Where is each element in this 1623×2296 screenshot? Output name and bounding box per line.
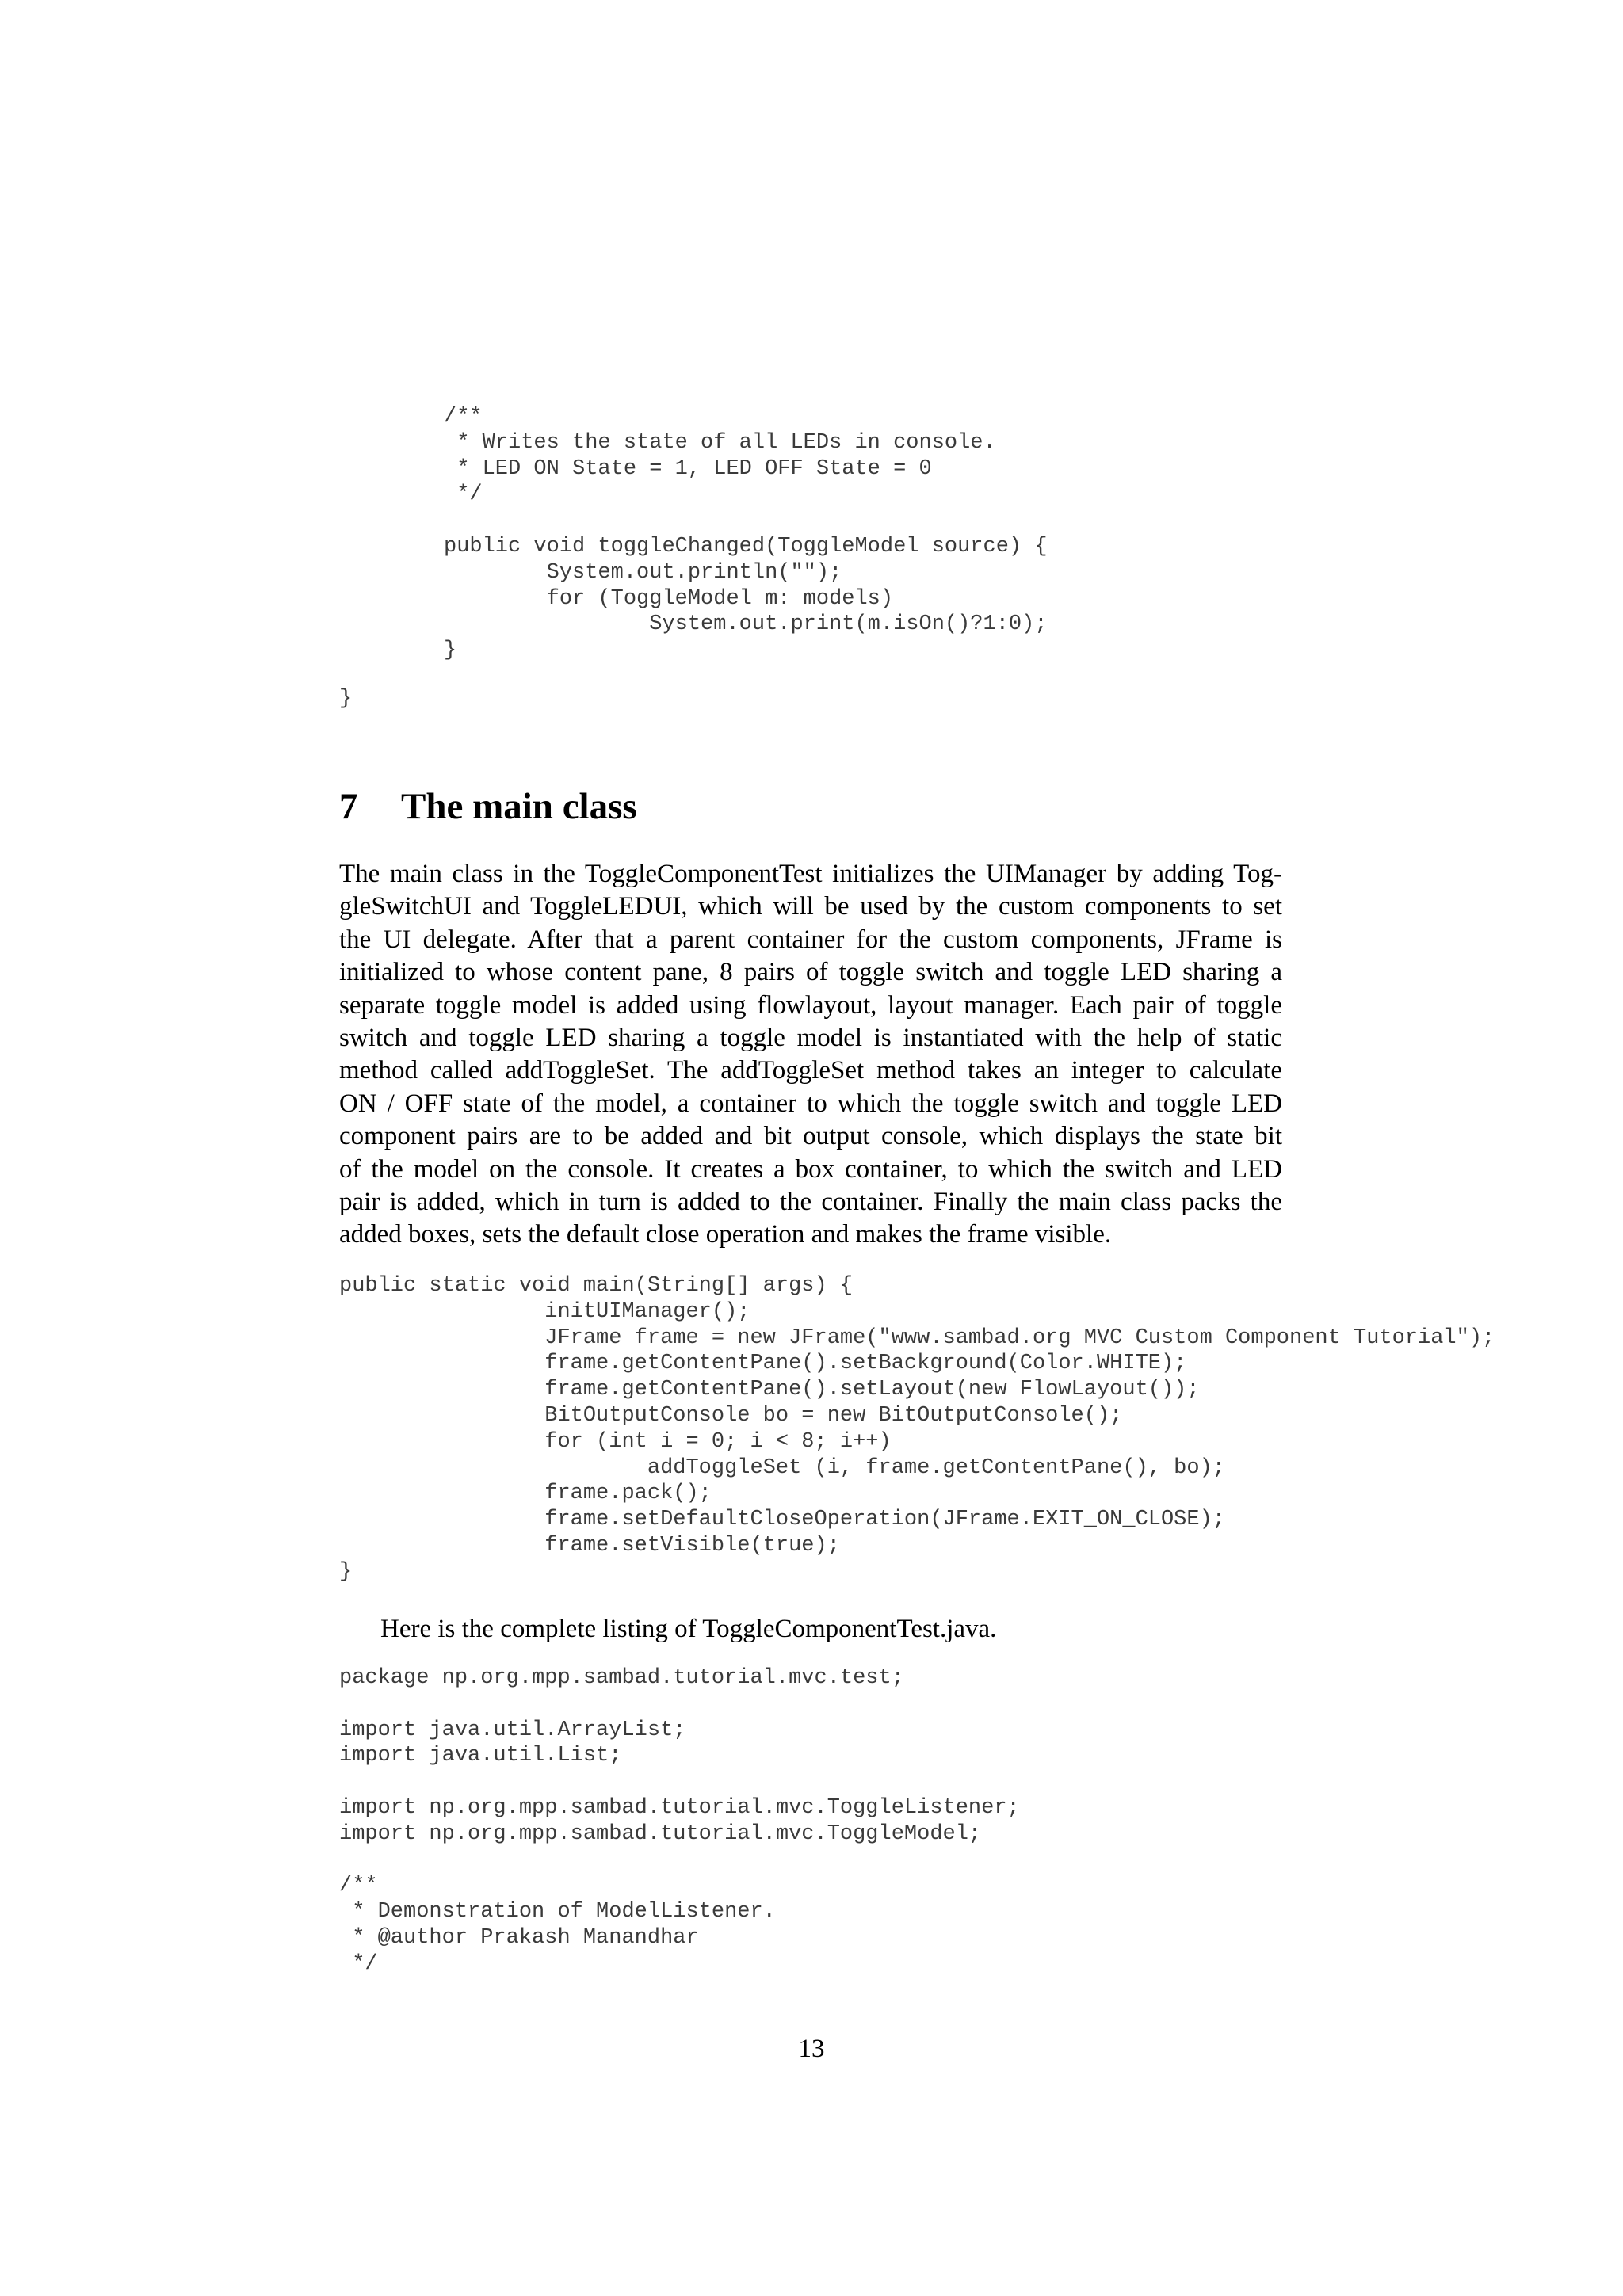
code-line: initUIManager(); xyxy=(339,1299,750,1324)
code-line: frame.getContentPane().setLayout(new FlowLayout()); xyxy=(339,1378,1200,1402)
section-number: 7 xyxy=(339,786,358,827)
paragraph-line: separate toggle model is added using flowlayout, layout manager. Each pair of toggle xyxy=(339,990,1282,1020)
paragraph-line: ON / OFF state of the model, a container to which the toggle switch and toggle LED xyxy=(339,1089,1282,1118)
code-line: import java.util.ArrayList; xyxy=(339,1718,686,1742)
code-closing-brace xyxy=(339,686,352,712)
paragraph-line: added boxes, sets the default close operation and makes the frame visible. xyxy=(339,1220,1112,1249)
paragraph-line: The main class in the ToggleComponentTest initializes the UIManager by adding Tog- xyxy=(339,860,1282,888)
code-line: import np.org.mpp.sambad.tutorial.mvc.ToggleListener; xyxy=(339,1795,1020,1820)
code-line: import java.util.List; xyxy=(339,1744,622,1768)
section-heading xyxy=(339,784,637,829)
code-line: for (ToggleModel m: models) xyxy=(444,586,894,611)
code-line: /** xyxy=(444,405,483,429)
code-line: addToggleSet (i, frame.getContentPane(), bo); xyxy=(339,1455,1225,1480)
code-line: BitOutputConsole bo = new BitOutputConsole(); xyxy=(339,1403,1123,1428)
paragraph-line: pair is added, which in turn is added to the container. Finally the main class packs the xyxy=(339,1188,1282,1217)
paragraph-line: the UI delegate. After that a parent container for the custom components, JFrame is xyxy=(339,925,1282,954)
code-line: public static void main(String[] args) { xyxy=(339,1274,854,1298)
code-line: public void toggleChanged(ToggleModel source) { xyxy=(444,534,1048,559)
code-line: JFrame frame = new JFrame("www.sambad.org MVC Custom Component Tutorial"); xyxy=(339,1325,1495,1350)
code-line xyxy=(339,1691,1020,1718)
code-block-listing xyxy=(339,1665,1020,1978)
code-line: frame.getContentPane().setBackground(Color.WHITE); xyxy=(339,1352,1187,1376)
code-line: * Writes the state of all LEDs in console. xyxy=(444,430,996,455)
code-line xyxy=(339,1848,1020,1874)
page-number: 13 xyxy=(798,2035,825,2063)
code-block-main-method xyxy=(339,1273,1495,1585)
code-line: * @author Prakash Manandhar xyxy=(339,1925,699,1950)
code-line: } xyxy=(339,687,353,711)
code-line: System.out.println(""); xyxy=(444,560,842,585)
code-line: * Demonstration of ModelListener. xyxy=(339,1900,776,1924)
code-line: package np.org.mpp.sambad.tutorial.mvc.test; xyxy=(339,1666,904,1690)
code-line: for (int i = 0; i < 8; i++) xyxy=(339,1429,892,1454)
code-line: /** xyxy=(339,1874,378,1898)
code-line: System.out.print(m.isOn()?1:0); xyxy=(444,612,1048,637)
code-line xyxy=(339,1769,1020,1795)
paragraph-line: of the model on the console. It creates a box container, to which the switch and LED xyxy=(339,1154,1282,1184)
paragraph-line: component pairs are to be added and bit output console, which displays the state bit xyxy=(339,1122,1282,1151)
code-line: * LED ON State = 1, LED OFF State = 0 xyxy=(444,456,932,481)
code-line: frame.setVisible(true); xyxy=(339,1533,840,1558)
code-line: frame.pack(); xyxy=(339,1482,712,1506)
paragraph-line: initialized to whose content pane, 8 pairs of toggle switch and toggle LED sharing a xyxy=(339,958,1282,987)
code-block-toggle-changed xyxy=(444,404,1048,664)
code-line: import np.org.mpp.sambad.tutorial.mvc.ToggleModel; xyxy=(339,1821,982,1846)
body-paragraph xyxy=(339,858,1282,1252)
paragraph-line: method called addToggleSet. The addToggleSet method takes an integer to calculate xyxy=(339,1056,1282,1085)
code-line: frame.setDefaultCloseOperation(JFrame.EXIT_ON_CLOSE); xyxy=(339,1508,1225,1532)
paragraph-line: switch and toggle LED sharing a toggle model is instantiated with the help of static xyxy=(339,1024,1282,1053)
code-line: } xyxy=(339,1559,353,1584)
code-line: */ xyxy=(339,1951,378,1976)
listing-intro: Here is the complete listing of ToggleComponentTest.java. xyxy=(380,1615,997,1643)
code-line: } xyxy=(444,639,457,663)
code-line xyxy=(444,508,1048,534)
section-title: The main class xyxy=(401,786,637,827)
paragraph-line: gleSwitchUI and ToggleLEDUI, which will be used by the custom components to set xyxy=(339,892,1282,921)
code-line: */ xyxy=(444,482,483,507)
